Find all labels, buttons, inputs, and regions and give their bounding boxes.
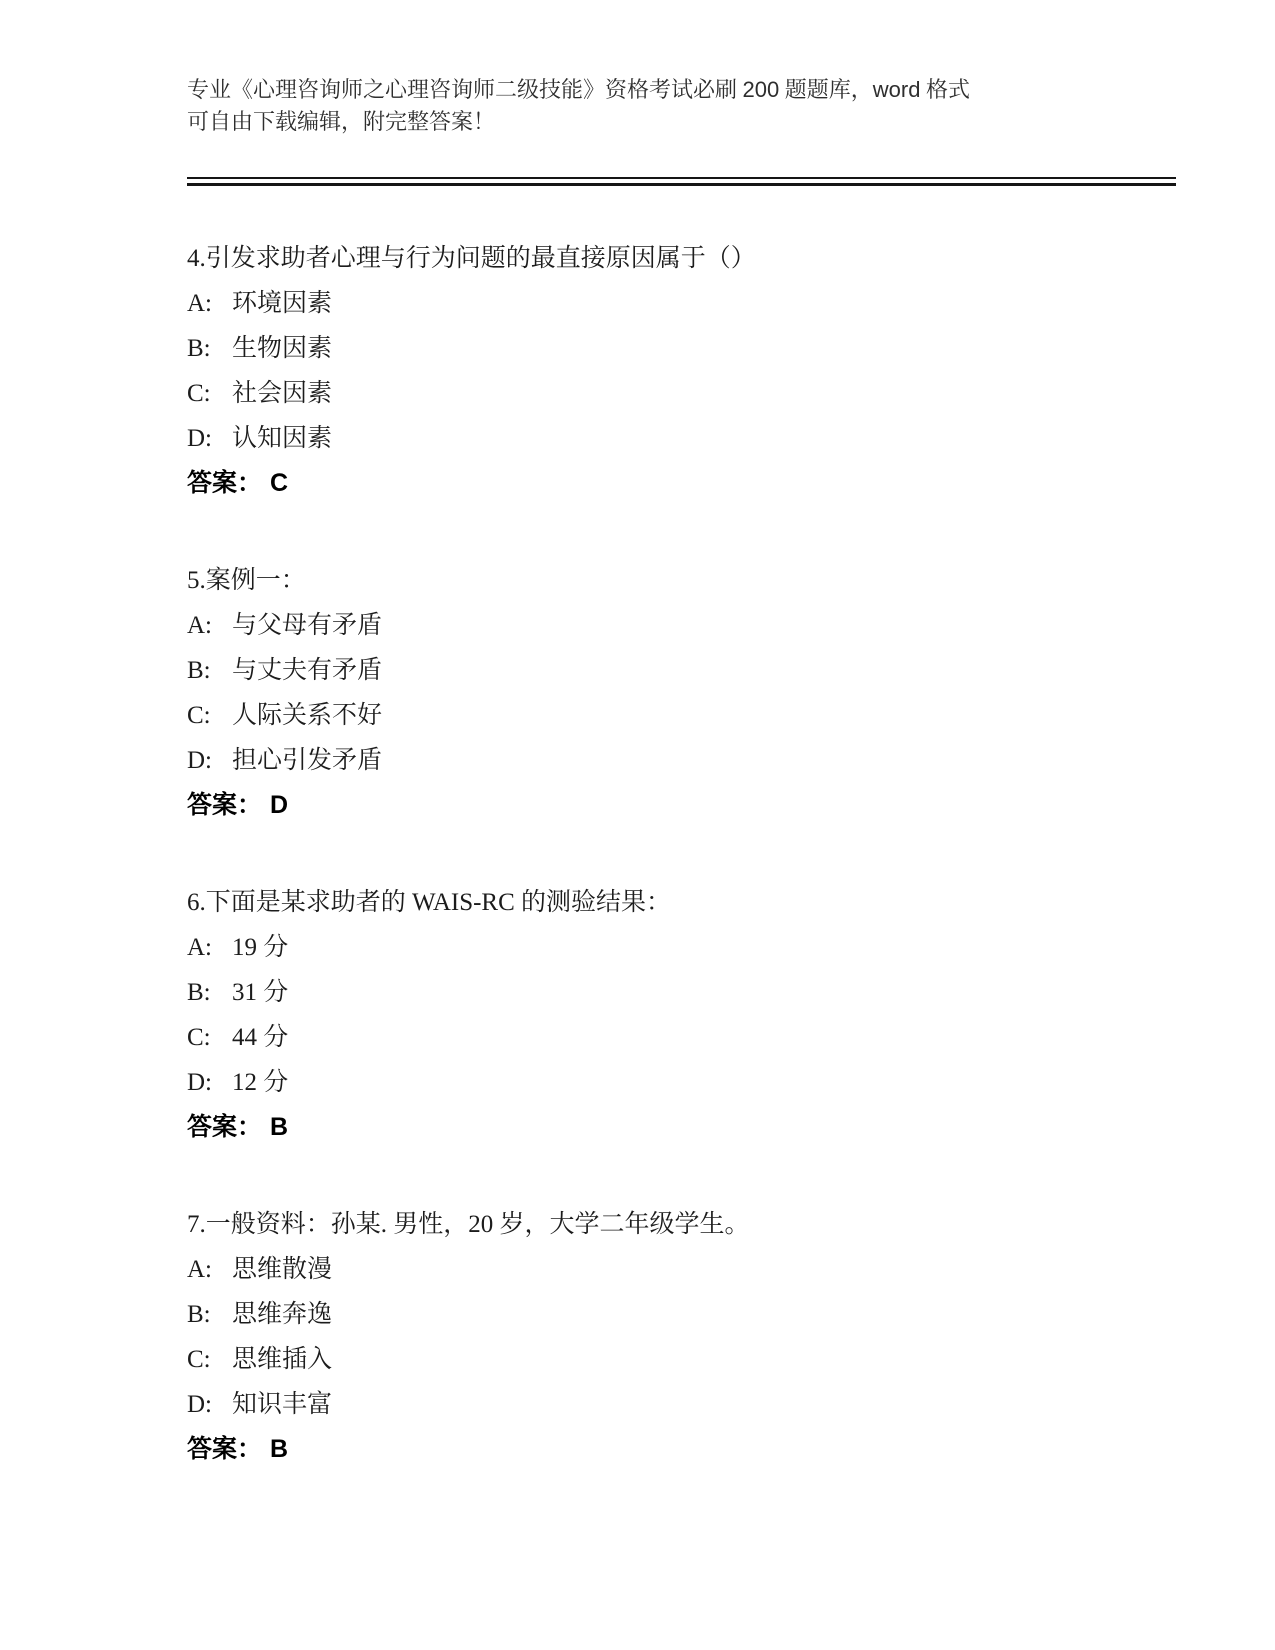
option-text: 12 分 [232,1069,289,1096]
header-line-2: 可自由下载编辑，附完整答案！ [187,109,496,134]
option-text: 思维奔逸 [232,1301,333,1328]
answer-value: D [270,791,289,819]
header-text-part2: 题题库， [779,77,873,102]
header-line-1 [187,74,1176,106]
question-title: 5.案例一： [187,567,306,594]
option-label: A: [187,290,212,317]
option-row [187,1015,1176,1060]
option-label: A: [187,1256,212,1283]
option-row [187,925,1176,970]
question-5 [187,558,1176,828]
option-row [187,1382,1176,1427]
option-text: 19 分 [232,934,289,961]
answer-row [187,1427,1176,1472]
option-row [187,693,1176,738]
option-label: C: [187,1346,211,1373]
option-row [187,648,1176,693]
header-text-part3: 格式 [920,77,970,102]
option-label: C: [187,380,211,407]
option-row [187,326,1176,371]
option-text: 知识丰富 [232,1391,333,1418]
option-label: D: [187,1391,212,1418]
option-text: 生物因素 [232,335,333,362]
option-text: 环境因素 [232,290,333,317]
question-title: 4.引发求助者心理与行为问题的最直接原因属于（） [187,245,756,272]
header-format-word: word [872,77,921,102]
option-text: 44 分 [232,1024,289,1051]
option-label: A: [187,612,212,639]
option-row [187,1060,1176,1105]
question-4 [187,236,1176,506]
option-row [187,281,1176,326]
option-text: 31 分 [232,979,289,1006]
question-7 [187,1202,1176,1472]
option-text: 担心引发矛盾 [232,747,383,774]
answer-label: 答案： [187,1114,263,1141]
answer-label: 答案： [187,1436,263,1463]
header-separator-rule [187,177,1176,186]
option-text: 认知因素 [232,425,333,452]
header-text-part1: 专业《心理咨询师之心理咨询师二级技能》资格考试必刷 [187,77,743,102]
option-row [187,371,1176,416]
question-title: 7.一般资料：孙某. 男性，20 岁，大学二年级学生。 [187,1211,750,1238]
option-label: C: [187,1024,211,1051]
answer-value: B [270,1113,289,1141]
answer-value: B [270,1435,289,1463]
option-text: 人际关系不好 [232,702,383,729]
answer-label: 答案： [187,792,263,819]
option-label: D: [187,747,212,774]
option-label: C: [187,702,211,729]
answer-row [187,1105,1176,1150]
questions-area [187,186,1176,1472]
option-label: B: [187,979,211,1006]
answer-row [187,783,1176,828]
option-row [187,1292,1176,1337]
option-label: B: [187,657,211,684]
option-row [187,738,1176,783]
option-label: D: [187,1069,212,1096]
option-label: A: [187,934,212,961]
option-row [187,1337,1176,1382]
answer-value: C [270,469,289,497]
question-title: 6.下面是某求助者的 WAIS-RC 的测验结果： [187,889,672,916]
page-content [187,74,1176,1524]
answer-label: 答案： [187,470,263,497]
option-label: B: [187,1301,211,1328]
option-row [187,603,1176,648]
answer-row [187,461,1176,506]
option-text: 社会因素 [232,380,333,407]
option-row [187,416,1176,461]
option-label: D: [187,425,212,452]
option-text: 与父母有矛盾 [232,612,383,639]
option-text: 思维插入 [232,1346,333,1373]
option-text: 与丈夫有矛盾 [232,657,383,684]
option-label: B: [187,335,211,362]
document-header [187,74,1176,138]
option-text: 思维散漫 [232,1256,333,1283]
header-question-count: 200 [742,77,780,102]
question-6 [187,880,1176,1150]
option-row [187,1247,1176,1292]
option-row [187,970,1176,1015]
